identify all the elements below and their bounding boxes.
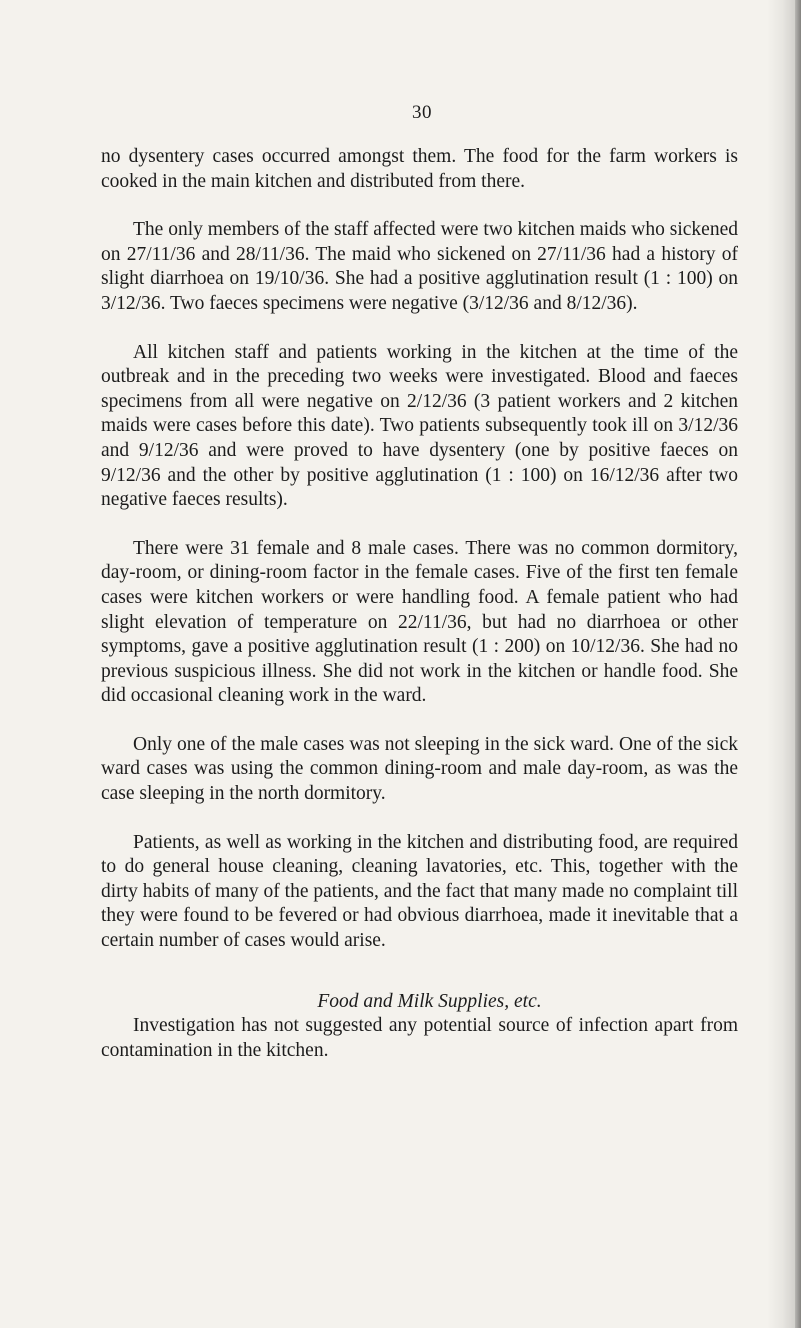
paragraph-female-male-cases: There were 31 female and 8 male cases. There was no common dormitory, day-room, or dining-room factor in the female cases. Five of the first ten female cases were kitchen workers or were handling food. A female patient who had slight elevation of temperature on 22/11/36, but had no diarrhoea or other symptoms, gave a positive agglutination result (1 : 200) on 10/12/36. She had no previous suspicious illness. She did not work in the kitchen or handle food. She did occasional cleaning work in the ward. [101, 537, 738, 707]
page-number: 30 [412, 102, 432, 123]
paragraph-kitchen-staff-investigation: All kitchen staff and patients working in the kitchen at the time of the outbreak and in the preceding two weeks were investigated. Blood and faeces specimens from all were negative on 2/12/36 (3 patient workers and 2 kitchen maids were cases before this date). Two patients subsequently took ill on 3/12/36 and 9/12/36 and were proved to have dysentery (one by positive faeces on 9/12/36 and the other by positive agglutination (1 : 100) on 16/12/36 after two negative faeces results). [101, 341, 738, 511]
section-heading: Food and Milk Supplies, etc. [317, 990, 542, 1012]
paragraph-male-cases: Only one of the male cases was not sleeping in the sick ward. One of the sick ward cases was using the common dining-room and male day-room, as was the case sleeping in the north dormitory. [101, 733, 738, 805]
paragraph-kitchen-maids: The only members of the staff affected were two kitchen maids who sickened on 27/11/36 and 28/11/36. The maid who sickened on 27/11/36 had a history of slight diarrhoea on 19/10/36. She had a positive agglutination result (1 : 100) on 3/12/36. Two faeces specimens were negative (3/12/36 and 8/12/36). [101, 219, 738, 314]
page-edge [795, 0, 801, 1328]
paragraph-food-milk-supplies: Investigation has not suggested any potential source of infection apart from contamination in the kitchen. [101, 1015, 738, 1061]
document-body [101, 145, 738, 1087]
paragraph-patient-duties: Patients, as well as working in the kitchen and distributing food, are required to do general house cleaning, cleaning lavatories, etc. This, together with the dirty habits of many of the patients, and the fact that many made no complaint till they were found to be fevered or had obvious diarrhoea, made it inevitable that a certain number of cases would arise. [101, 831, 738, 952]
paragraph-continuation: no dysentery cases occurred amongst them. The food for the farm workers is cooked in the main kitchen and distributed from there. [101, 146, 738, 192]
